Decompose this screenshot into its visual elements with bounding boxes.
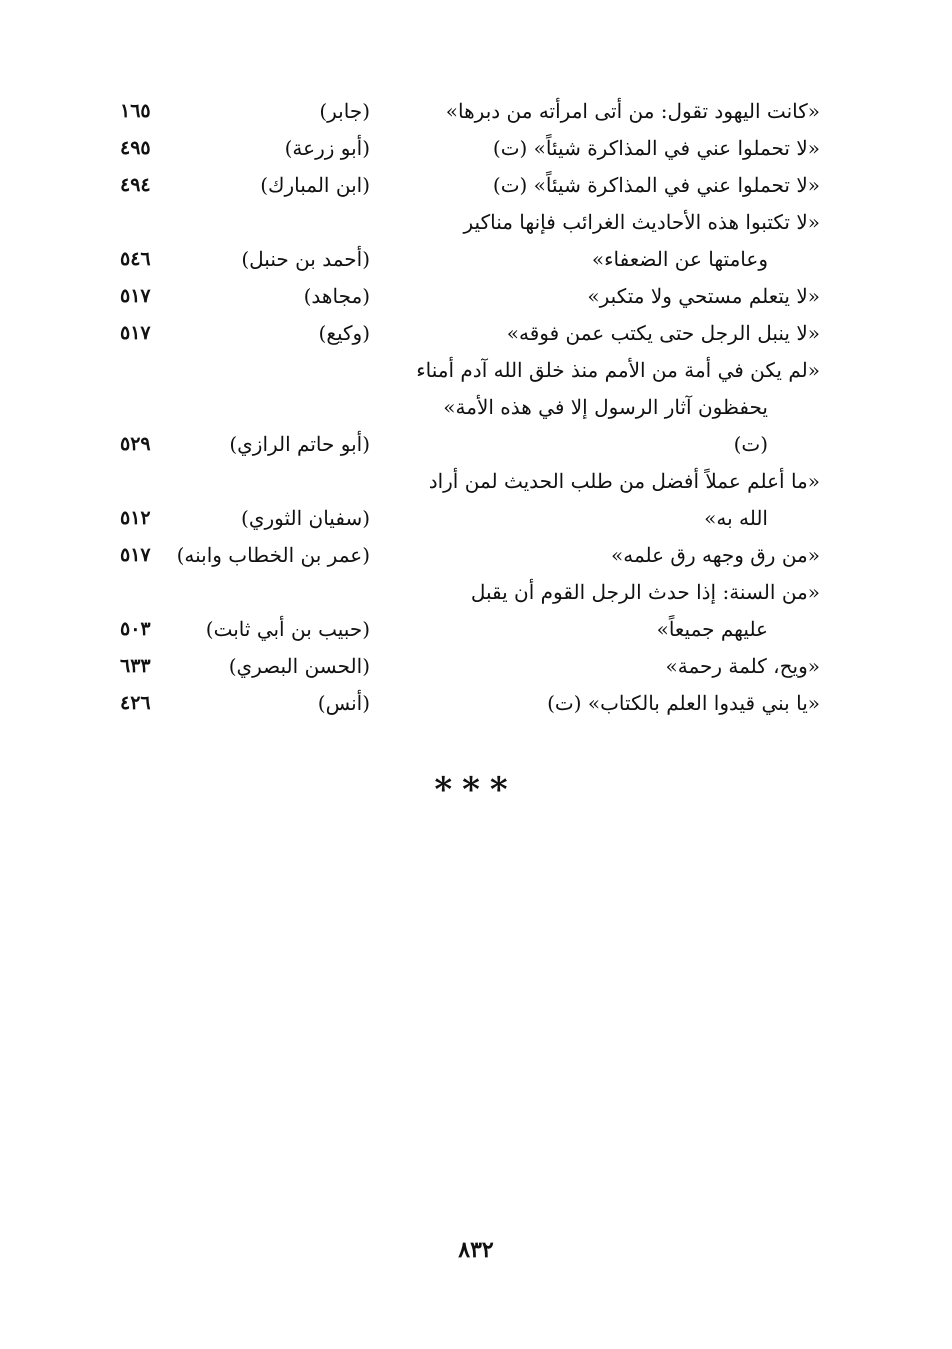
entry-text: «كانت اليهود تقول: من أتى امرأته من دبرها» [445,99,820,123]
page-number: ٨٣٢ [458,1237,494,1263]
entry-narrator: (الحسن البصري) [228,654,370,678]
index-entry [100,685,820,722]
index-entry [100,537,820,574]
index-entry [100,130,820,167]
index-entry [100,167,820,204]
entry-text: يحفظون آثار الرسول إلا في هذه الأمة» [443,395,768,419]
index-entry [100,463,820,500]
entry-narrator: (أنس) [317,691,370,715]
entry-text: (ت) [733,432,768,456]
index-entry [100,278,820,315]
index-entry-continuation [100,241,820,278]
entry-narrator: (جابر) [319,99,370,123]
entry-narrator: (حبيب بن أبي ثابت) [205,617,370,641]
entry-text: «لا تحملوا عني في المذاكرة شيئاً» (ت) [492,136,820,160]
entry-text: «لا ينبل الرجل حتى يكتب عمن فوقه» [506,321,820,345]
entry-narrator: (سفيان الثوري) [241,506,370,530]
index-entry [100,204,820,241]
index-entry-continuation [100,611,820,648]
index-entry-continuation [100,500,820,537]
entry-narrator: (ابن المبارك) [260,173,370,197]
entry-page-number: ٥٤٦ [120,248,151,270]
entry-narrator: (أبو زرعة) [284,136,370,160]
index-entry-continuation [100,426,820,463]
entry-page-number: ٤٩٥ [120,137,151,159]
entry-text: «لا تحملوا عني في المذاكرة شيئاً» (ت) [492,173,820,197]
entry-narrator: (مجاهد) [303,284,370,308]
hadith-index-list [100,93,820,722]
index-entry [100,315,820,352]
entry-page-number: ٥١٢ [120,507,151,529]
entry-page-number: ١٦٥ [120,100,151,122]
entry-text: «لم يكن في أمة من الأمم منذ خلق الله آدم أمناء [416,358,820,382]
entry-text: «لا يتعلم مستحي ولا متكبر» [587,284,820,308]
entry-page-number: ٥٢٩ [120,433,151,455]
section-separator: *** [434,770,518,810]
entry-narrator: (أحمد بن حنبل) [241,247,370,271]
entry-page-number: ٤٢٦ [120,692,151,714]
entry-narrator: (وكيع) [318,321,370,345]
entry-page-number: ٥١٧ [120,544,151,566]
entry-text: «من رق وجهه رق علمه» [611,543,820,567]
entry-text: «ويح، كلمة رحمة» [665,654,820,678]
entry-page-number: ٥٠٣ [120,618,151,640]
entry-text: «ما أعلم عملاً أفضل من طلب الحديث لمن أراد [428,469,820,493]
index-entry [100,93,820,130]
entry-text: وعامتها عن الضعفاء» [591,247,768,271]
entry-page-number: ٥١٧ [120,285,151,307]
entry-text: «من السنة: إذا حدث الرجل القوم أن يقبل [470,580,820,604]
entry-page-number: ٥١٧ [120,322,151,344]
entry-narrator: (أبو حاتم الرازي) [229,432,370,456]
entry-page-number: ٤٩٤ [120,174,151,196]
index-entry [100,648,820,685]
index-entry [100,574,820,611]
entry-narrator: (عمر بن الخطاب وابنه) [176,543,370,567]
entry-text: «لا تكتبوا هذه الأحاديث الغرائب فإنها مناكير [463,210,820,234]
entry-text: «يا بني قيدوا العلم بالكتاب» (ت) [547,691,820,715]
index-entry-continuation [100,389,820,426]
index-entry [100,352,820,389]
entry-text: الله به» [704,506,768,530]
entry-text: عليهم جميعاً» [656,617,768,641]
entry-page-number: ٦٣٣ [120,655,151,677]
